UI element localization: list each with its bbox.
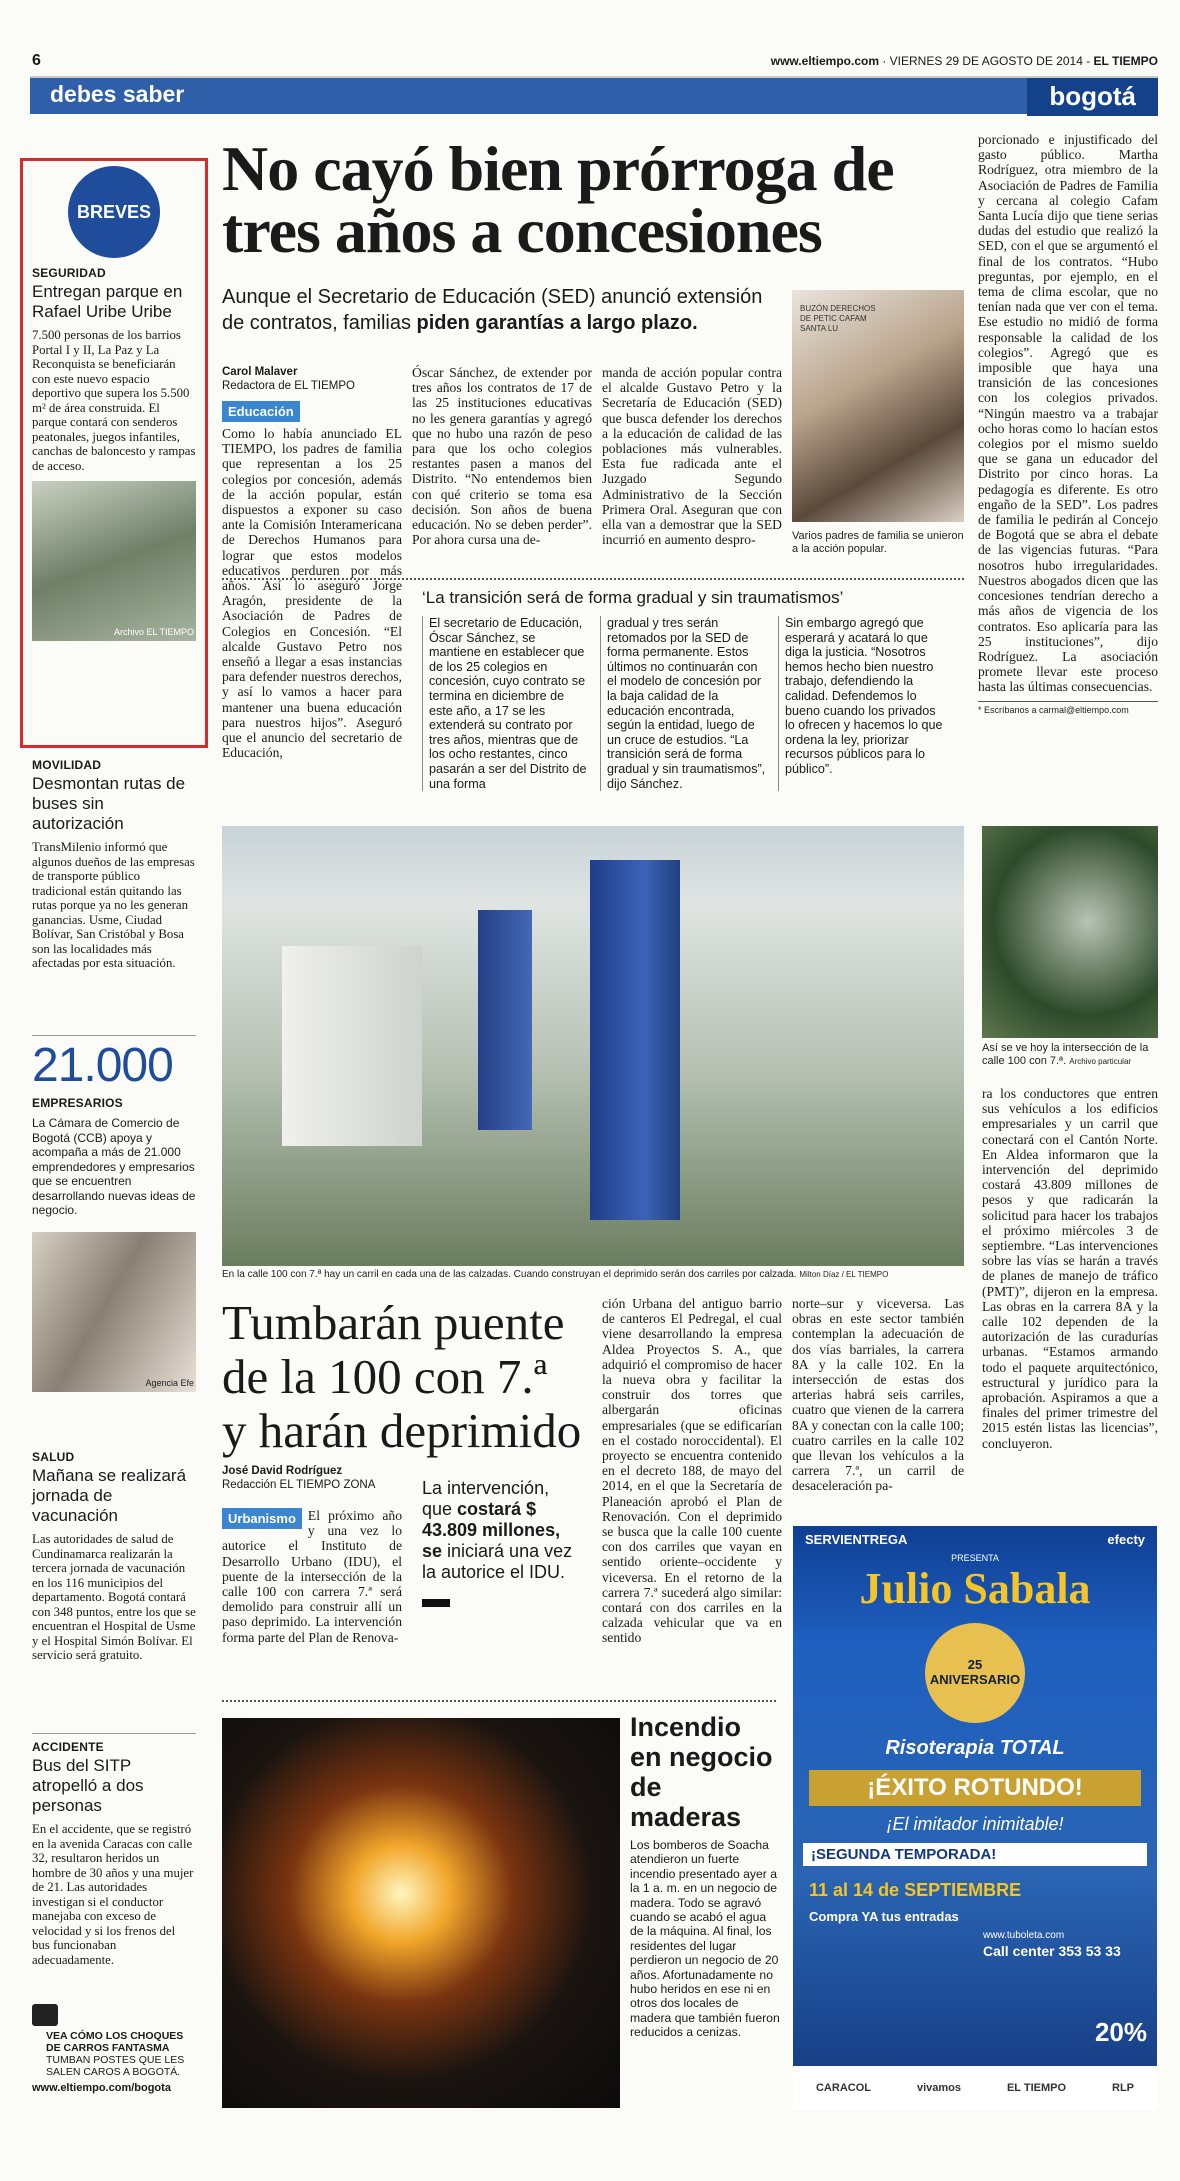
site-link[interactable]: www.eltiempo.com — [770, 54, 879, 68]
sponsor-logo: RLP — [1112, 2082, 1135, 2094]
section-left: debes saber — [50, 81, 185, 107]
article-text: ción Urbana del antiguo barrio de canteros El Pedregal, el cual viene desarrollando la empresa Aldea Proyectos S. A., que adquirió el compromiso de hacer la nueva obra y facilitar la construir dos torres que albergarán oficinas empresariales (que se edificarían en el costado noroccidental). El proyecto se encuentra contenido en el decreto 188, de mayo del 2014, en el que la Secretaría de Planeación aprobó el Plan de Renovación. Con el deprimido se busca que la calle 100 cuente con dos carriles que vayan en sentido oriente–occidente y viceversa. En el retorno de la carrera 7.ª sucederá algo similar: contará con dos carriles en la calzada vehicular que va en sentido — [602, 1296, 782, 1646]
video-url[interactable]: www.eltiempo.com/bogota — [32, 2082, 171, 2094]
page-header: 6 www.eltiempo.com · VIERNES 29 DE AGOSTO DE 2014 - EL TIEMPO — [32, 52, 1158, 69]
breve-text: La Cámara de Comercio de Bogotá (CCB) apoya y acompaña a más de 21.000 emprendedores y empresarios que se encuentren desarrollando nuevas ideas de negocio. — [32, 1116, 196, 1217]
breve-movilidad — [32, 758, 196, 971]
ad-discount: 20% — [1094, 2017, 1147, 2047]
pq-text: iniciará una vez la autorice el IDU. — [422, 1541, 573, 1582]
paper-name: EL TIEMPO — [1093, 54, 1158, 68]
pq-bold: costará $ 43.809 millones, se — [422, 1499, 561, 1561]
second-byline — [222, 1464, 422, 1492]
vaccine-photo — [32, 1232, 196, 1392]
article-text: porcionado e injustificado del gasto público. Martha Rodríguez, otra miembro de la Asociación de Padres de Familia y cercana al colegio Cafam Santa Lucía dijo que tiene serias dudas del estudio que realizó la SED, con el que se argumentó el final de los contratos. “Hubo preguntas, por ejemplo, en el tema de clima escolar, que no tenían nada que ver con el tema. Ese estudio no midió de forma responsable la calidad de los colegios”. Agregó que es imposible que haya una transición de las concesiones con los colegios privados. “Ningún maestro va a trabajar ocho horas como lo hacían estos colegios por el mismo sueldo que se gana un educador del Distrito por cinco horas. La pedagogía es diferente. Es otro engaño de la SED”. Los padres de familia le pedirán al Concejo de Bogotá que se abra el debate de las vigencias futuras. “Para nosotros hubo irregularidades. Nuestros abogados dicen que las concesiones tendrían derecho a más años de vigencia de los contratos. Eso aplicaría para las 25 instituciones”, dijo Rodríguez. La asociación promete llevar este proceso hasta las últimas consecuencias. — [978, 132, 1158, 695]
tv-icon — [32, 2004, 58, 2026]
render-image — [222, 826, 964, 1266]
breve-accidente — [32, 1733, 196, 1967]
second-col5 — [982, 1086, 1158, 1451]
article-text: Óscar Sánchez, de extender por tres años los contratos de 17 de las 25 instituciones educativas no les genera garantías y agregó que no hubo una razón de peso para que los ocho colegios restantes pasen a manos del Distrito. “No entendemos bien con qué criterio se toma esa decisión. Son años de buena educación. No se deben perder”. Por ahora cursa una de- — [412, 365, 592, 548]
author-email[interactable]: * Escríbanos a carmal@eltiempo.com — [978, 701, 1158, 717]
author: Carol Malaver — [222, 366, 298, 378]
side-caption-row — [982, 1042, 1158, 1068]
ad-exito: ¡ÉXITO ROTUNDO! — [809, 1770, 1141, 1806]
box-title: ‘La transición será de forma gradual y sin traumatismos’ — [422, 588, 844, 607]
main-headline: No cayó bien prórroga de tres años a concesiones — [222, 133, 894, 266]
main-col5 — [978, 132, 1158, 717]
section-tag[interactable]: Educación — [222, 401, 300, 422]
fire-headline: Incendio en negocio de maderas — [630, 1712, 773, 1832]
divider — [222, 1700, 776, 1702]
article-text: ra los conductores que entren sus vehículos a los edificios empresariales y un carril que conectará con el Cantón Norte. En Aldea informaron que la intervención del deprimido costará 43.809 millones de pesos y que radicarán la solicitud para hacer los trabajos el próximo miércoles 3 de septiembre. “Las intervenciones sobre las vías se harán a través de planes de manejo de tráfico (PMT)”, dijeron en la empresa. Las obras en la carrera 8A y la calle 102 dependen de la autorización de las curadurías urbanas. “Estamos armando todo el paquete arquitectónico, estructural y jurídico para la aprobación. Aspiramos a que a finales del primer trimestre del 2015 estén listas las licencias”, concluyeron. — [982, 1086, 1158, 1451]
sponsor-logo: vivamos — [916, 2082, 961, 2094]
intersection-photo — [982, 826, 1158, 1038]
sponsor-logo: EL TIEMPO — [1006, 2082, 1067, 2094]
park-photo — [32, 481, 196, 641]
ad-anniversary: 25 ANIVERSARIO — [925, 1623, 1025, 1723]
second-col1 — [222, 1508, 402, 1645]
deck-bold: piden garantías a largo plazo. — [416, 312, 698, 334]
fire-col — [630, 1838, 780, 2040]
video-promo[interactable] — [32, 2004, 200, 2094]
parents-photo — [792, 290, 964, 522]
ad-sponsors — [793, 2066, 1157, 2110]
julio-sabala-ad[interactable] — [793, 1526, 1157, 2110]
ad-call: Call center 353 53 33 — [983, 1943, 1121, 1959]
breve-title: Mañana se realizará jornada de vacunación — [32, 1466, 187, 1525]
breve-section: ACCIDENTE — [32, 1740, 104, 1754]
breves-column — [32, 166, 196, 641]
second-headline: Tumbarán puente de la 100 con 7.ª y harán deprimido — [222, 1295, 582, 1458]
transition-box — [222, 578, 964, 791]
breve-title: Desmontan rutas de buses sin autorización — [32, 774, 186, 833]
box-text: gradual y tres serán retomados por la SED de forma permanente. Estos últimos no continuarán con el modelo de concesión por la baja calidad de la educación encontrada, según la entidad, luego de un cruce de estudios. “La transición será de forma gradual y sin traumatismos”, dijo Sánchez. — [600, 616, 768, 791]
page-number: 6 — [32, 52, 41, 69]
main-col3 — [602, 365, 782, 547]
article-text: El próximo año y una vez lo autorice el Instituto de Desarrollo Urbano (IDU), el puente de la intersección de la calle 100 con carrera 7.ª será demolido para construir allí un paso deprimido. La intervención forma parte del Plan de Renova- — [222, 1508, 402, 1645]
breve-title: Bus del SITP atropelló a dos personas — [32, 1756, 144, 1815]
article-text: Como lo había anunciado EL TIEMPO, los padres de familia que representan a los 25 colegios por concesión, además de la acción popular, están dispuestos a exponer su caso ante la Comisión Interamericana de Derechos Humanos para lograr que estos modelos educativos perduren por más años. Así lo aseguró Jorge Aragón, presidente de la Asociación de Padres de Colegios en Concesión. “El alcalde Gustavo Petro nos enseñó a llegar a esas instancias para defender nuestros derechos, y así lo vamos a hacer para mantener una buena educación para nuestros hijos”. Aseguró que el anuncio del secretario de Educación, — [222, 426, 402, 761]
pq-text: La intervención, que — [422, 1478, 550, 1519]
breves-logo: BREVES — [68, 166, 160, 258]
render-caption: En la calle 100 con 7.ª hay un carril en cada una de las calzadas. Cuando construyan el deprimido serán dos carriles por calzada. — [222, 1269, 797, 1280]
second-col3 — [602, 1296, 782, 1646]
photo-credit: Archivo EL TIEMPO — [113, 627, 194, 637]
ad-fechas: 11 al 14 de SEPTIEMBRE — [809, 1880, 1022, 1900]
ad-compra: Compra YA tus entradas — [809, 1909, 959, 1924]
article-text: manda de acción popular contra el alcalde Gustavo Petro y la Secretaría de Educación (SED) que busca defender los derechos a la educación de calidad de las poblaciones más vulnerables. Esta fue radicada ante el Juzgado Segundo Administrativo de la Sección Primera Oral. Aseguran que con ella van a demostrar que la SED incurrió en aumento despro- — [602, 365, 782, 548]
render-caption-row — [222, 1268, 964, 1281]
pull-quote — [422, 1478, 582, 1607]
sign-text: BUZÓN DERECHOS DE PETIC CAFAM SANTA LU — [800, 304, 876, 333]
breve-figure: 21.000 — [32, 1039, 173, 1092]
side-credit: Archivo particular — [1069, 1057, 1132, 1066]
fire-text: Los bomberos de Soacha atendieron un fuerte incendio presentado ayer a la 1 a. m. en un negocio de madera. Todo se agravó cuando se acabó el agua de la máquina. Al final, los residentes del lugar perdieron un negocio de 20 años. Afortunadamente no hubo heridos en ese ni en otros dos locales de madera que también fueron reducidos a cenizas. — [630, 1838, 780, 2040]
breve-text: TransMilenio informó que algunos dueños de las empresas de transporte público tradicional están quitando las rutas porque ya no les generan ganancias. Usme, Ciudad Bolívar, San Cristóbal y Bosa son las localidades más afectadas por esta situación. — [32, 840, 195, 970]
main-deck — [222, 284, 787, 336]
section-right: bogotá — [1027, 78, 1158, 116]
author: José David Rodríguez — [222, 1465, 343, 1477]
sponsor-logo: CARACOL — [815, 2082, 871, 2094]
header-date: VIERNES 29 DE AGOSTO DE 2014 — [889, 54, 1083, 68]
box-text: El secretario de Educación, Óscar Sánchez, se mantiene en establecer que de los 25 colegios en concesión, cuyo contrato se termina en diciembre de este año, a 17 se les extenderá su contrato por tres años, mientras que de los ocho restantes, cinco pasarán a ser del Distrito de una forma — [422, 616, 590, 791]
breve-section: SALUD — [32, 1450, 75, 1464]
breve-text: 7.500 personas de los barrios Portal I y II, La Paz y La Reconquista se beneficiarán con este nuevo espacio deportivo que supera los 5.500 m² de área construida. El parque contará con senderos peatonales, juegos infantiles, canchas de baloncesto y rampas de acceso. — [32, 328, 196, 473]
fire-photo — [222, 1718, 620, 2108]
breve-empresarios — [32, 1035, 196, 1392]
breve-salud — [32, 1450, 196, 1663]
ad-name: Julio Sabala — [859, 1564, 1091, 1613]
box-text: Sin embargo agregó que esperará y acatará lo que diga la justicia. “Nosotros hemos hecho bien nuestro trabajo, defendiendo la calidad. Defendemos lo bueno cuando los privados lo ofrecen y hacemos lo que ordena la ley, priorizar recursos públicos para lo público”. — [778, 616, 946, 791]
building-shape — [282, 946, 422, 1146]
deck-text: Aunque el Secretario de Educación (SED) anunció extensión de contratos, familias — [222, 286, 763, 334]
breve-section: MOVILIDAD — [32, 758, 102, 772]
main-col2 — [412, 365, 592, 547]
photo-credit: Agencia Efe — [145, 1377, 194, 1388]
author-role: Redacción EL TIEMPO ZONA — [222, 1479, 376, 1491]
section-band — [30, 76, 1158, 114]
ad-presents: PRESENTA — [951, 1553, 999, 1563]
ad-imitador: ¡El imitador inimitable! — [886, 1814, 1064, 1834]
sponsor-servientrega: SERVIENTREGA — [805, 1532, 908, 1547]
breve-text: Las autoridades de salud de Cundinamarca realizarán la tercera jornada de vacunación en los 116 municipios del departamento. Bogotá contará con 348 puntos, entre los que se encuentran el Hospital de Usme y el Hospital Simón Bolívar. El servicio será gratuito. — [32, 1532, 196, 1662]
ad-show: Risoterapia TOTAL — [885, 1737, 1065, 1759]
video-text: TUMBAN POSTES QUE LES SALEN CAROS A BOGOTÁ. — [46, 2054, 185, 2078]
photo-caption: Varios padres de familia se unieron a la acción popular. — [792, 530, 964, 555]
author-role: Redactora de EL TIEMPO — [222, 380, 355, 392]
side-caption: Así se ve hoy la intersección de la calle 100 con 7.ª. — [982, 1042, 1149, 1067]
tower-shape — [590, 860, 680, 1220]
quote-bar — [422, 1599, 450, 1607]
tower-shape — [478, 910, 532, 1130]
article-text: norte–sur y viceversa. Las obras en este sector también contemplan la adecuación de dos vías barriales, la carrera 8A y la calle 102. En la intersección de estas dos arterias habrá seis carriles, cuatro que vienen de la carrera 8A y conectan con la calle 100; cuatro carriles en la calle 102 que llevan los vehículos a la carrera 7.ª, un carril de desaceleración pa- — [792, 1296, 964, 1494]
ad-temporada: ¡SEGUNDA TEMPORADA! — [803, 1843, 1147, 1866]
ad-web[interactable]: www.tuboleta.com — [983, 1930, 1065, 1941]
video-title: VEA CÓMO LOS CHOQUES DE CARROS FANTASMA — [46, 2030, 184, 2054]
breve-text: En el accidente, que se registró en la avenida Caracas con calle 32, resultaron heridos un hombre de 30 años y una mujer de 21. Las autoridades investigan si el conductor manejaba con exceso de velocidad y si los frenos del bus funcionaban adecuadamente. — [32, 1822, 194, 1967]
breve-section: EMPRESARIOS — [32, 1096, 123, 1110]
second-col4 — [792, 1296, 964, 1494]
render-credit: Milton Díaz / EL TIEMPO — [799, 1270, 889, 1279]
breve-title: Entregan parque en Rafael Uribe Uribe — [32, 282, 183, 321]
section-tag[interactable]: Urbanismo — [222, 1508, 302, 1529]
sponsor-efecty: efecty — [1107, 1532, 1145, 1547]
breve-section: SEGURIDAD — [32, 266, 106, 280]
